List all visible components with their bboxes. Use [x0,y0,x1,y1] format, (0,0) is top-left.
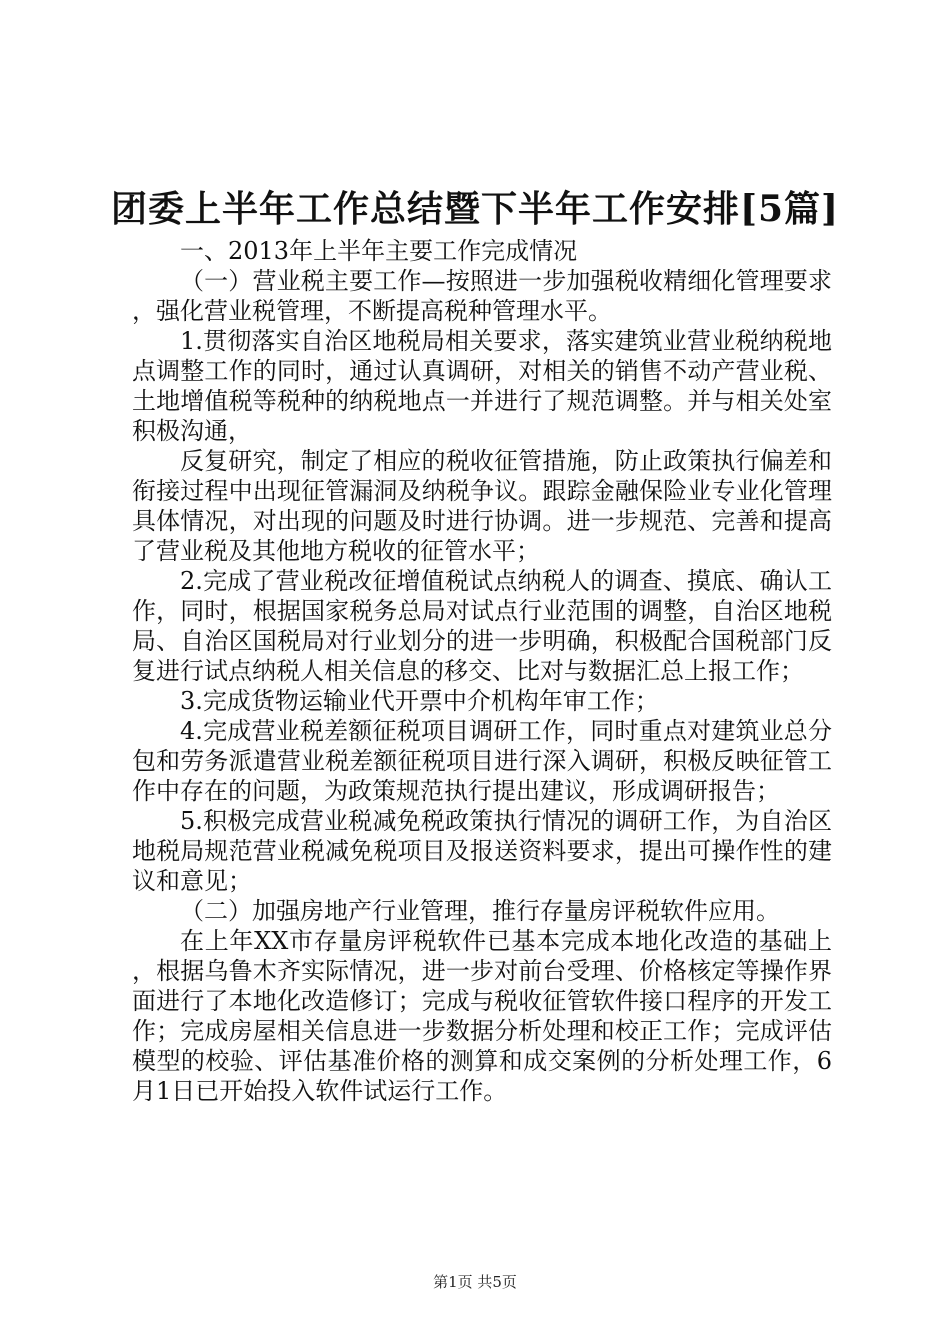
document-body [132,236,832,1106]
body-paragraph: 在上年XX市存量房评税软件已基本完成本地化改造的基础上，根据乌鲁木齐实际情况，进一步对前台受理、价格核定等操作界面进行了本地化改造修订；完成与税收征管软件接口程序的开发工作；完成房屋相关信息进一步数据分析处理和校正工作；完成评估模型的校验、评估基准价格的测算和成交案例的分析处理工作，6月1日已开始投入软件试运行工作。 [132,927,832,1105]
section-heading: 一、2013年上半年主要工作完成情况 [180,237,578,265]
body-paragraph: 5.积极完成营业税减免税政策执行情况的调研工作，为自治区地税局规范营业税减免税项目及报送资料要求，提出可操作性的建议和意见； [132,807,832,895]
document-title: 团委上半年工作总结暨下半年工作安排[5篇] [110,188,840,230]
body-paragraph: 2.完成了营业税改征增值税试点纳税人的调查、摸底、确认工作，同时，根据国家税务总局对试点行业范围的调整，自治区地税局、自治区国税局对行业划分的进一步明确，积极配合国税部门反复进行试点纳税人相关信息的移交、比对与数据汇总上报工作； [132,567,832,685]
subsection-heading: （一）营业税主要工作—按照进一步加强税收精细化管理要求，强化营业税管理，不断提高税种管理水平。 [132,267,832,325]
body-paragraph: 1.贯彻落实自治区地税局相关要求，落实建筑业营业税纳税地点调整工作的同时，通过认真调研，对相关的销售不动产营业税、土地增值税等税种的纳税地点一并进行了规范调整。并与相关处室积极沟通， [132,327,832,445]
body-paragraph: 反复研究，制定了相应的税收征管措施，防止政策执行偏差和衔接过程中出现征管漏洞及纳税争议。跟踪金融保险业专业化管理具体情况，对出现的问题及时进行协调。进一步规范、完善和提高了营业税及其他地方税收的征管水平； [132,447,832,565]
page-footer: 第1页 共5页 [433,1273,517,1291]
subsection-heading: （二）加强房地产行业管理，推行存量房评税软件应用。 [180,897,780,925]
body-paragraph: 4.完成营业税差额征税项目调研工作，同时重点对建筑业总分包和劳务派遣营业税差额征税项目进行深入调研，积极反映征管工作中存在的问题，为政策规范执行提出建议，形成调研报告； [132,717,832,805]
body-paragraph: 3.完成货物运输业代开票中介机构年审工作； [180,687,659,715]
